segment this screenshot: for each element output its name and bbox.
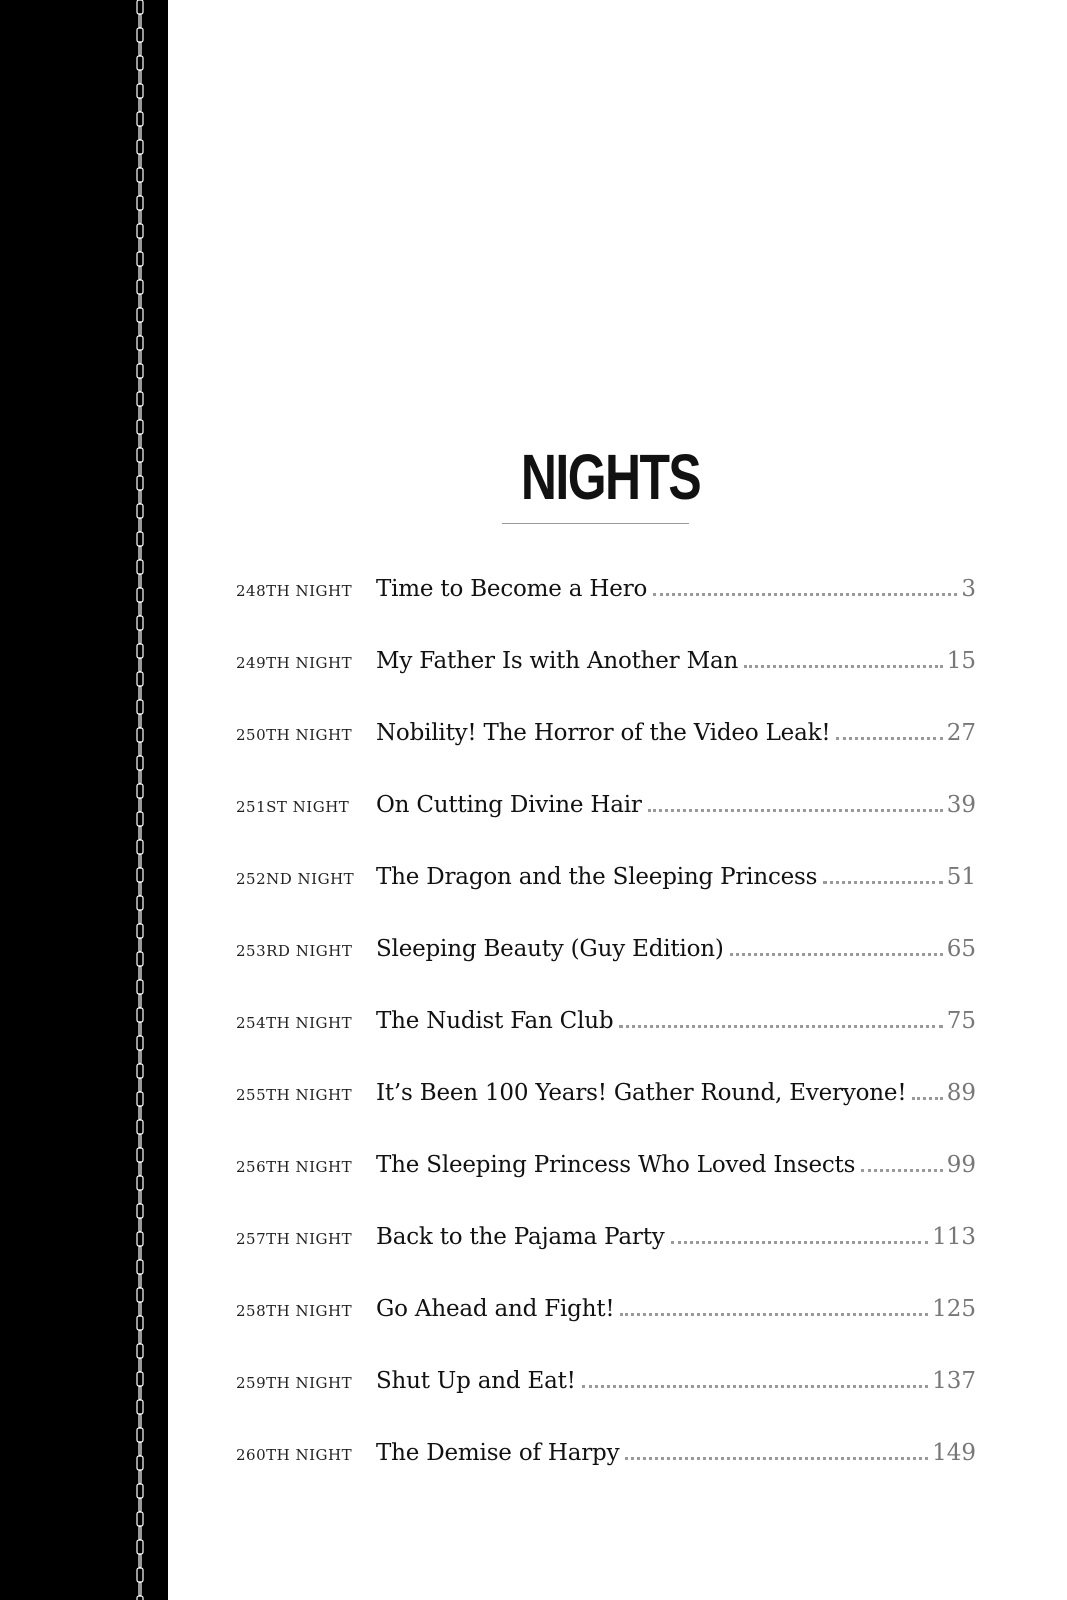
entry-line: [376, 1152, 976, 1178]
chain-link: [139, 1358, 141, 1372]
night-number: 254TH NIGHT: [236, 1014, 353, 1032]
chain-link: [139, 1162, 141, 1176]
chain-link: [139, 882, 141, 896]
chain-link: [139, 238, 141, 252]
dot-leader: [744, 664, 943, 668]
chain-link: [137, 560, 143, 574]
dot-leader: [861, 1168, 943, 1172]
chain-link: [137, 1568, 143, 1582]
night-number: 258TH NIGHT: [236, 1302, 353, 1320]
dot-leader: [619, 1024, 942, 1028]
chapter-title: Shut Up and Eat!: [376, 1368, 576, 1394]
entry-line: [376, 648, 976, 674]
chain-link: [137, 532, 143, 546]
chain-link: [137, 280, 143, 294]
chapter-title: Time to Become a Hero: [376, 576, 648, 602]
chapter-title: My Father Is with Another Man: [376, 648, 739, 674]
toc-row[interactable]: [236, 1152, 976, 1224]
chain-link: [137, 980, 143, 994]
chain-link: [137, 616, 143, 630]
chain-link: [137, 840, 143, 854]
chain-link: [137, 1064, 143, 1078]
chapter-title: The Sleeping Princess Who Loved Insects: [376, 1152, 856, 1178]
dot-leader: [671, 1240, 929, 1244]
chapter-title: The Nudist Fan Club: [376, 1008, 614, 1034]
toc-row[interactable]: [236, 1440, 976, 1512]
chain-link: [139, 1526, 141, 1540]
chain-link: [137, 336, 143, 350]
chain-link: [139, 1302, 141, 1316]
chain-link: [139, 1386, 141, 1400]
toc-row[interactable]: [236, 936, 976, 1008]
chain-link: [139, 1190, 141, 1204]
chain-link: [139, 1498, 141, 1512]
chain-link: [137, 1232, 143, 1246]
chain-link: [137, 1540, 143, 1554]
chain-link: [137, 812, 143, 826]
dot-leader: [823, 880, 942, 884]
chain-link: [137, 1008, 143, 1022]
chain-link: [137, 700, 143, 714]
chain-link: [139, 1078, 141, 1092]
chain-link: [137, 28, 143, 42]
chain-link: [137, 1372, 143, 1386]
chain-link: [137, 168, 143, 182]
dot-leader: [625, 1456, 928, 1460]
chain-link: [137, 84, 143, 98]
chain-link: [139, 1050, 141, 1064]
title-underline: [502, 523, 689, 524]
night-number: 249TH NIGHT: [236, 654, 353, 672]
chain-link: [139, 1218, 141, 1232]
chain-link: [137, 364, 143, 378]
entry-line: [376, 792, 976, 818]
page-number: 99: [946, 1152, 976, 1178]
chain-link: [137, 1428, 143, 1442]
dot-leader: [648, 808, 943, 812]
entry-line: [376, 1296, 976, 1322]
toc-row[interactable]: [236, 1008, 976, 1080]
toc-row[interactable]: [236, 1224, 976, 1296]
chain-link: [137, 784, 143, 798]
chain-link: [139, 126, 141, 140]
toc-row[interactable]: [236, 720, 976, 792]
entry-line: [376, 864, 976, 890]
chain-link: [139, 1470, 141, 1484]
night-number: 248TH NIGHT: [236, 582, 353, 600]
dot-leader: [653, 592, 957, 596]
chain-link: [137, 1400, 143, 1414]
page-number: 113: [932, 1224, 976, 1250]
page-number: 89: [946, 1080, 976, 1106]
page-title: NIGHTS: [520, 441, 701, 513]
chapter-title: Sleeping Beauty (Guy Edition): [376, 936, 724, 962]
page-number: 27: [946, 720, 976, 746]
page-number: 75: [946, 1008, 976, 1034]
chain-link: [137, 1484, 143, 1498]
chapter-title: Back to the Pajama Party: [376, 1224, 665, 1250]
chain-link: [137, 1512, 143, 1526]
night-number: 252ND NIGHT: [236, 870, 355, 888]
night-number: 255TH NIGHT: [236, 1086, 353, 1104]
chain-link: [137, 224, 143, 238]
chain-link: [139, 350, 141, 364]
chain-link: [137, 756, 143, 770]
chain-link: [137, 1260, 143, 1274]
chain-link: [139, 630, 141, 644]
page-number: 51: [946, 864, 976, 890]
chapter-title: On Cutting Divine Hair: [376, 792, 642, 818]
chain-link: [139, 210, 141, 224]
toc-row[interactable]: [236, 1080, 976, 1152]
chain-link: [137, 588, 143, 602]
chain-link: [137, 896, 143, 910]
chain-link: [139, 14, 141, 28]
chain-link: [139, 546, 141, 560]
table-of-contents: [236, 576, 976, 1512]
chain-link: [139, 266, 141, 280]
chain-link: [139, 1106, 141, 1120]
chain-link: [137, 504, 143, 518]
night-number: 257TH NIGHT: [236, 1230, 353, 1248]
chapter-title: Go Ahead and Fight!: [376, 1296, 615, 1322]
chain-link: [137, 140, 143, 154]
chain-link: [139, 1442, 141, 1456]
chain-decoration: [133, 0, 147, 1600]
chain-link: [137, 1176, 143, 1190]
chain-link: [137, 1204, 143, 1218]
chain-link: [137, 252, 143, 266]
chain-link: [137, 728, 143, 742]
chain-link: [139, 294, 141, 308]
chain-link: [137, 1288, 143, 1302]
chain-link: [137, 952, 143, 966]
dot-leader: [912, 1096, 942, 1100]
chain-link: [139, 1554, 141, 1568]
entry-line: [376, 936, 976, 962]
night-number: 259TH NIGHT: [236, 1374, 353, 1392]
chain-link: [139, 70, 141, 84]
entry-line: [376, 1008, 976, 1034]
chain-link: [137, 1092, 143, 1106]
page-number: 3: [961, 576, 976, 602]
chain-link: [137, 924, 143, 938]
chain-link: [137, 1120, 143, 1134]
night-number: 260TH NIGHT: [236, 1446, 353, 1464]
chain-link: [137, 476, 143, 490]
chain-link: [137, 1596, 143, 1600]
chain-link: [137, 112, 143, 126]
chain-link: [139, 1414, 141, 1428]
chain-link: [139, 490, 141, 504]
chain-link: [139, 98, 141, 112]
chain-link: [139, 154, 141, 168]
chain-link: [139, 406, 141, 420]
chain-link: [139, 770, 141, 784]
toc-row[interactable]: [236, 576, 976, 648]
toc-row[interactable]: [236, 792, 976, 864]
chain-link: [137, 0, 143, 14]
chain-link: [139, 574, 141, 588]
chapter-title: The Dragon and the Sleeping Princess: [376, 864, 818, 890]
chain-link: [137, 1344, 143, 1358]
chain-link: [139, 518, 141, 532]
chain-link: [137, 196, 143, 210]
toc-row[interactable]: [236, 1296, 976, 1368]
chain-link: [139, 1022, 141, 1036]
page-number: 15: [946, 648, 976, 674]
entry-line: [376, 1368, 976, 1394]
page-number: 149: [932, 1440, 976, 1466]
chain-link: [137, 392, 143, 406]
chapter-title: The Demise of Harpy: [376, 1440, 620, 1466]
chain-link: [137, 644, 143, 658]
dot-leader: [582, 1384, 928, 1388]
chain-link: [137, 672, 143, 686]
chain-link: [139, 742, 141, 756]
toc-row[interactable]: [236, 648, 976, 720]
night-number: 256TH NIGHT: [236, 1158, 353, 1176]
dot-leader: [836, 736, 942, 740]
page-number: 137: [932, 1368, 976, 1394]
chain-link: [139, 966, 141, 980]
chain-link: [139, 378, 141, 392]
entry-line: [376, 720, 976, 746]
chain-link: [139, 938, 141, 952]
chain-link: [139, 714, 141, 728]
chain-link: [137, 868, 143, 882]
chain-link: [139, 1134, 141, 1148]
chain-link: [139, 826, 141, 840]
dot-leader: [620, 1312, 928, 1316]
chain-link: [139, 854, 141, 868]
chain-link: [137, 308, 143, 322]
chapter-title: Nobility! The Horror of the Video Leak!: [376, 720, 831, 746]
toc-row[interactable]: [236, 864, 976, 936]
chain-link: [139, 602, 141, 616]
chain-link: [139, 910, 141, 924]
chain-link: [139, 994, 141, 1008]
chain-link: [139, 686, 141, 700]
chain-link: [139, 322, 141, 336]
chain-link: [139, 462, 141, 476]
chain-link: [139, 1330, 141, 1344]
chapter-title: It’s Been 100 Years! Gather Round, Everyone!: [376, 1080, 907, 1106]
night-number: 251ST NIGHT: [236, 798, 350, 816]
chain-link: [139, 1246, 141, 1260]
chain-link: [137, 1036, 143, 1050]
chain-link: [139, 1274, 141, 1288]
page-number: 65: [946, 936, 976, 962]
chain-link: [137, 56, 143, 70]
entry-line: [376, 1224, 976, 1250]
chain-link: [137, 1456, 143, 1470]
page-number: 39: [946, 792, 976, 818]
dot-leader: [730, 952, 943, 956]
chain-link: [139, 1582, 141, 1596]
page-number: 125: [932, 1296, 976, 1322]
chain-link: [137, 1316, 143, 1330]
chain-link: [139, 798, 141, 812]
entry-line: [376, 1440, 976, 1466]
chain-link: [137, 1148, 143, 1162]
toc-row[interactable]: [236, 1368, 976, 1440]
entry-line: [376, 1080, 976, 1106]
night-number: 250TH NIGHT: [236, 726, 353, 744]
chain-link: [139, 658, 141, 672]
chain-link: [137, 448, 143, 462]
night-number: 253RD NIGHT: [236, 942, 353, 960]
chain-link: [139, 42, 141, 56]
chain-link: [137, 420, 143, 434]
entry-line: [376, 576, 976, 602]
chain-link: [139, 434, 141, 448]
chain-link: [139, 182, 141, 196]
